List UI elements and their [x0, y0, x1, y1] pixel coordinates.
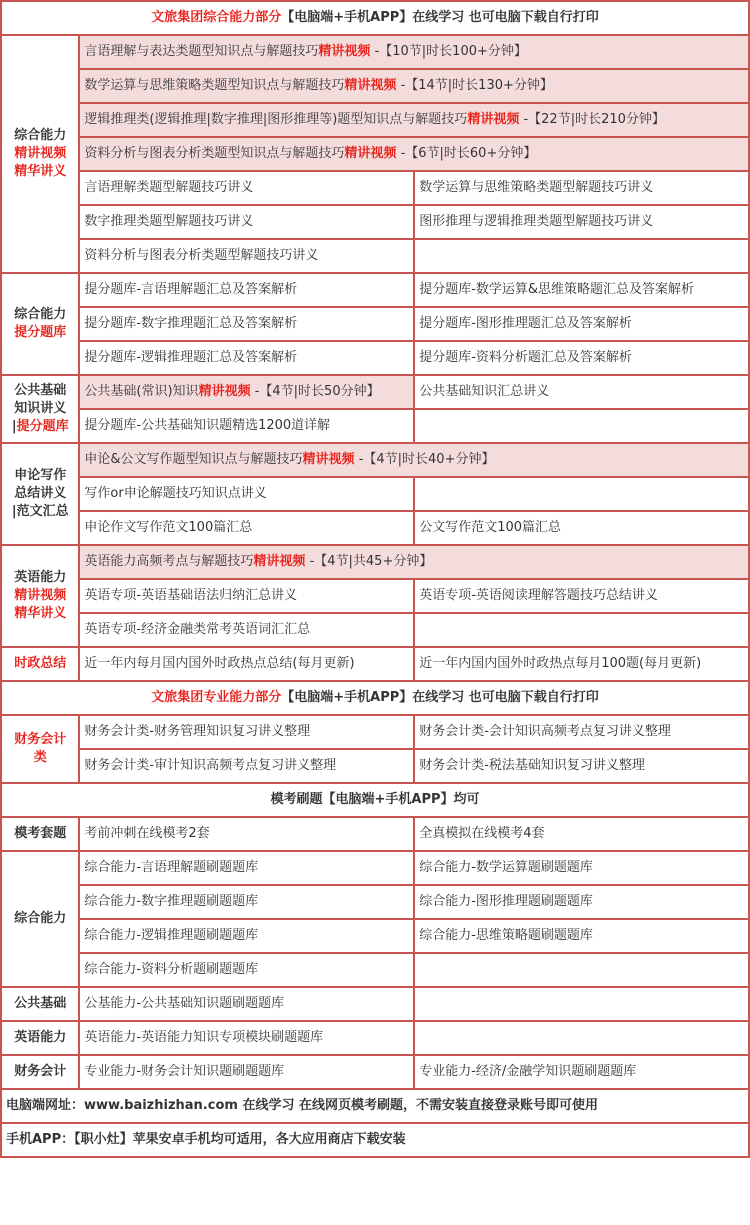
empty-cell — [415, 410, 748, 442]
practice-item[interactable]: 综合能力-数字推理题刷题题库 — [80, 886, 413, 918]
notes-item[interactable]: 财务会计类-财务管理知识复习讲义整理 — [80, 716, 413, 748]
category-accounting: 财务会计 类 — [2, 716, 78, 782]
notes-item[interactable]: 英语专项-经济金融类常考英语词汇汇总 — [80, 614, 413, 646]
notes-item[interactable]: 写作or申论解题技巧知识点讲义 — [80, 478, 413, 510]
bank-item[interactable]: 提分题库-逻辑推理题汇总及答案解析 — [80, 342, 413, 374]
notes-item[interactable]: 近一年内每月国内国外时政热点总结(每月更新) — [80, 648, 413, 680]
empty-cell — [415, 988, 748, 1020]
practice-item[interactable]: 综合能力-逻辑推理题刷题题库 — [80, 920, 413, 952]
category-public-basics: 公共基础 知识讲义 |提分题库 — [2, 376, 78, 442]
exam-item[interactable]: 考前冲刺在线模考2套 — [80, 818, 413, 850]
empty-cell — [415, 614, 748, 646]
section-banner-general — [2, 2, 748, 34]
video-item[interactable]: 公共基础(常识)知识精讲视频 -【4节|时长50分钟】 — [80, 376, 413, 408]
category-public-practice: 公共基础 — [2, 988, 78, 1020]
practice-item[interactable]: 专业能力-经济/金融学知识题刷题题库 — [415, 1056, 748, 1088]
category-general-bank: 综合能力 提分题库 — [2, 274, 78, 374]
section-banner-professional — [2, 682, 748, 714]
section-banner-mock-exams: 模考刷题【电脑端+手机APP】均可 — [2, 784, 748, 816]
practice-item[interactable]: 公基能力-公共基础知识题刷题题库 — [80, 988, 413, 1020]
video-item[interactable]: 英语能力高频考点与解题技巧精讲视频 -【4节|共45+分钟】 — [80, 546, 748, 578]
category-general-videos: 综合能力 精讲视频 精华讲义 — [2, 36, 78, 272]
website-info: 电脑端网址：www.baizhizhan.com 在线学习 在线网页模考刷题，不需安装直接登录账号即可使用 — [2, 1090, 748, 1122]
bank-item[interactable]: 提分题库-图形推理题汇总及答案解析 — [415, 308, 748, 340]
video-item[interactable]: 逻辑推理类(逻辑推理|数字推理|图形推理等)题型知识点与解题技巧精讲视频 -【22节|时长210分钟】 — [80, 104, 748, 136]
video-item[interactable]: 数学运算与思维策略类题型知识点与解题技巧精讲视频 -【14节|时长130+分钟】 — [80, 70, 748, 102]
practice-item[interactable]: 英语能力-英语能力知识专项模块刷题题库 — [80, 1022, 413, 1054]
category-accounting-practice: 财务会计 — [2, 1056, 78, 1088]
practice-item[interactable]: 综合能力-图形推理题刷题题库 — [415, 886, 748, 918]
practice-item[interactable]: 综合能力-数学运算题刷题题库 — [415, 852, 748, 884]
notes-item[interactable]: 资料分析与图表分析类题型解题技巧讲义 — [80, 240, 413, 272]
notes-item[interactable]: 财务会计类-税法基础知识复习讲义整理 — [415, 750, 748, 782]
category-english-practice: 英语能力 — [2, 1022, 78, 1054]
notes-item[interactable]: 言语理解类题型解题技巧讲义 — [80, 172, 413, 204]
notes-item[interactable]: 英语专项-英语基础语法归纳汇总讲义 — [80, 580, 413, 612]
bank-item[interactable]: 提分题库-公共基础知识题精选1200道详解 — [80, 410, 413, 442]
empty-cell — [415, 240, 748, 272]
exam-item[interactable]: 全真模拟在线模考4套 — [415, 818, 748, 850]
practice-item[interactable]: 综合能力-思维策略题刷题题库 — [415, 920, 748, 952]
bank-item[interactable]: 提分题库-数字推理题汇总及答案解析 — [80, 308, 413, 340]
notes-item[interactable]: 近一年内国内国外时政热点每月100题(每月更新) — [415, 648, 748, 680]
practice-item[interactable]: 综合能力-言语理解题刷题题库 — [80, 852, 413, 884]
notes-item[interactable]: 财务会计类-会计知识高频考点复习讲义整理 — [415, 716, 748, 748]
practice-item[interactable]: 综合能力-资料分析题刷题题库 — [80, 954, 413, 986]
notes-item[interactable]: 财务会计类-审计知识高频考点复习讲义整理 — [80, 750, 413, 782]
banner-subtitle: 【电脑端+手机APP】在线学习 也可电脑下载自行打印 — [281, 10, 599, 25]
banner-title: 文旅集团专业能力部分 — [151, 690, 282, 705]
category-writing: 申论写作 总结讲义 |范文汇总 — [2, 444, 78, 544]
notes-item[interactable]: 图形推理与逻辑推理类题型解题技巧讲义 — [415, 206, 748, 238]
notes-item[interactable]: 公共基础知识汇总讲义 — [415, 376, 748, 408]
category-current-affairs: 时政总结 — [2, 648, 78, 680]
bank-item[interactable]: 提分题库-言语理解题汇总及答案解析 — [80, 274, 413, 306]
practice-item[interactable]: 专业能力-财务会计知识题刷题题库 — [80, 1056, 413, 1088]
bank-item[interactable]: 提分题库-数学运算&思维策略题汇总及答案解析 — [415, 274, 748, 306]
empty-cell — [415, 478, 748, 510]
bank-item[interactable]: 提分题库-资料分析题汇总及答案解析 — [415, 342, 748, 374]
video-item[interactable]: 资料分析与图表分析类题型知识点与解题技巧精讲视频 -【6节|时长60+分钟】 — [80, 138, 748, 170]
notes-item[interactable]: 申论作文写作范文100篇汇总 — [80, 512, 413, 544]
category-mock-sets: 模考套题 — [2, 818, 78, 850]
notes-item[interactable]: 数字推理类题型解题技巧讲义 — [80, 206, 413, 238]
notes-item[interactable]: 英语专项-英语阅读理解答题技巧总结讲义 — [415, 580, 748, 612]
notes-item[interactable]: 公文写作范文100篇汇总 — [415, 512, 748, 544]
video-item[interactable]: 申论&公文写作题型知识点与解题技巧精讲视频 -【4节|时长40+分钟】 — [80, 444, 748, 476]
category-general-practice: 综合能力 — [2, 852, 78, 986]
video-item[interactable]: 言语理解与表达类题型知识点与解题技巧精讲视频 -【10节|时长100+分钟】 — [80, 36, 748, 68]
banner-title: 文旅集团综合能力部分 — [151, 10, 282, 25]
empty-cell — [415, 1022, 748, 1054]
app-info: 手机APP：【职小灶】苹果安卓手机均可适用，各大应用商店下载安装 — [2, 1124, 748, 1156]
category-english: 英语能力 精讲视频 精华讲义 — [2, 546, 78, 646]
empty-cell — [415, 954, 748, 986]
notes-item[interactable]: 数学运算与思维策略类题型解题技巧讲义 — [415, 172, 748, 204]
banner-subtitle: 【电脑端+手机APP】在线学习 也可电脑下载自行打印 — [281, 690, 599, 705]
